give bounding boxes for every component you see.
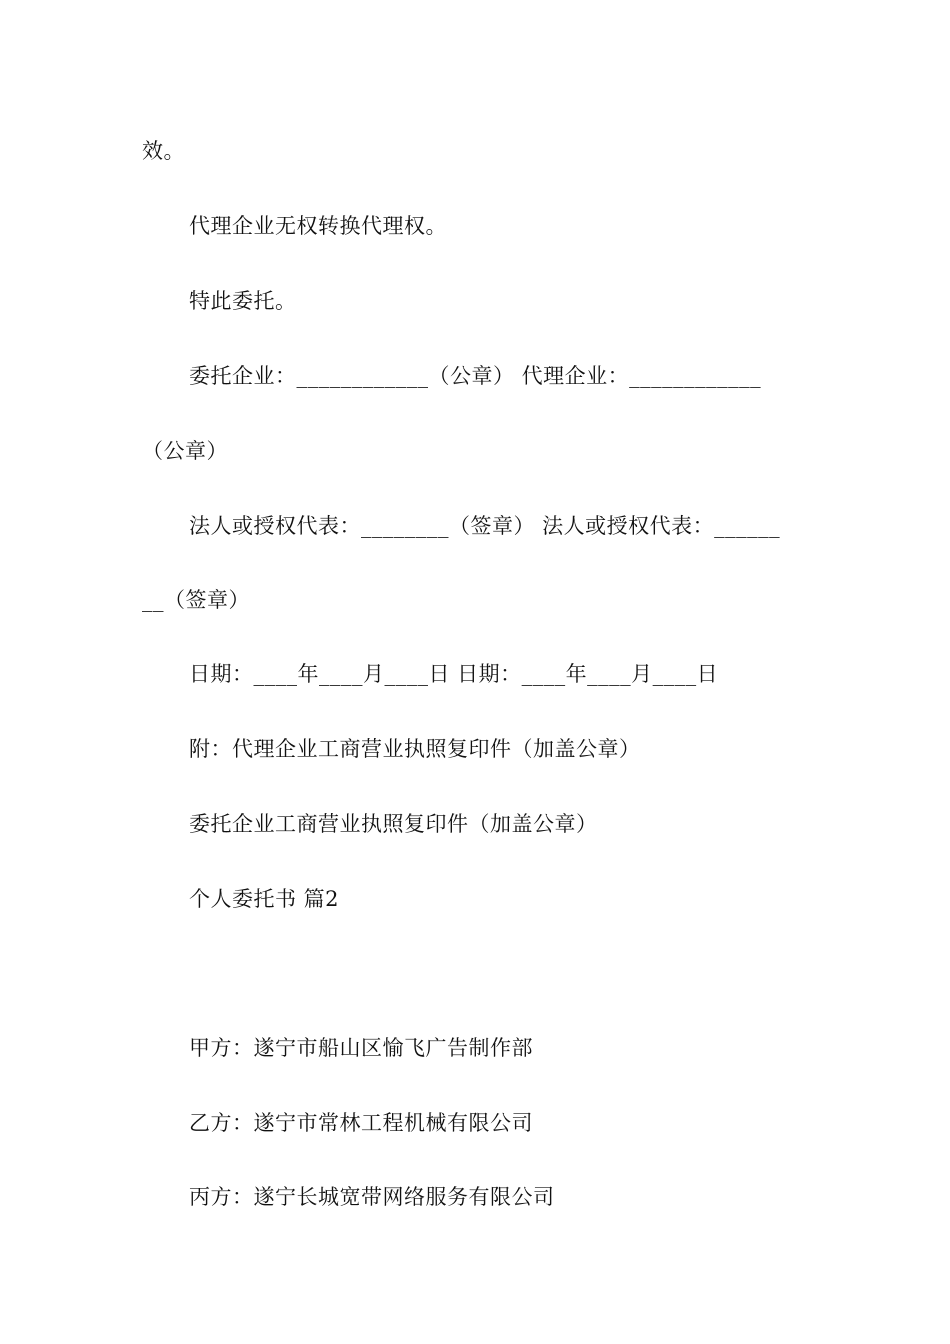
paragraph-continuation: 效。 (142, 139, 185, 163)
signature-representatives-line: 法人或授权代表：________（签章） 法人或授权代表：______ (189, 514, 781, 538)
paragraph-no-transfer: 代理企业无权转换代理权。 (189, 214, 447, 238)
paragraph-hereby-entrust: 特此委托。 (189, 289, 297, 313)
signature-companies-line: 委托企业：____________（公章） 代理企业：____________ (189, 364, 762, 388)
signature-representatives-seal: __（签章） (142, 588, 250, 612)
party-b: 乙方：遂宁市常林工程机械有限公司 (189, 1111, 533, 1135)
section-heading: 个人委托书 篇2 (189, 887, 340, 911)
attachment-agent-license: 附：代理企业工商营业执照复印件（加盖公章） (189, 737, 641, 761)
date-line: 日期：____年____月____日 日期：____年____月____日 (189, 662, 719, 686)
attachment-principal-license: 委托企业工商营业执照复印件（加盖公章） (189, 812, 598, 836)
party-c: 丙方：遂宁长城宽带网络服务有限公司 (189, 1185, 555, 1209)
signature-companies-seal: （公章） (142, 439, 228, 463)
party-a: 甲方：遂宁市船山区愉飞广告制作部 (189, 1036, 533, 1060)
